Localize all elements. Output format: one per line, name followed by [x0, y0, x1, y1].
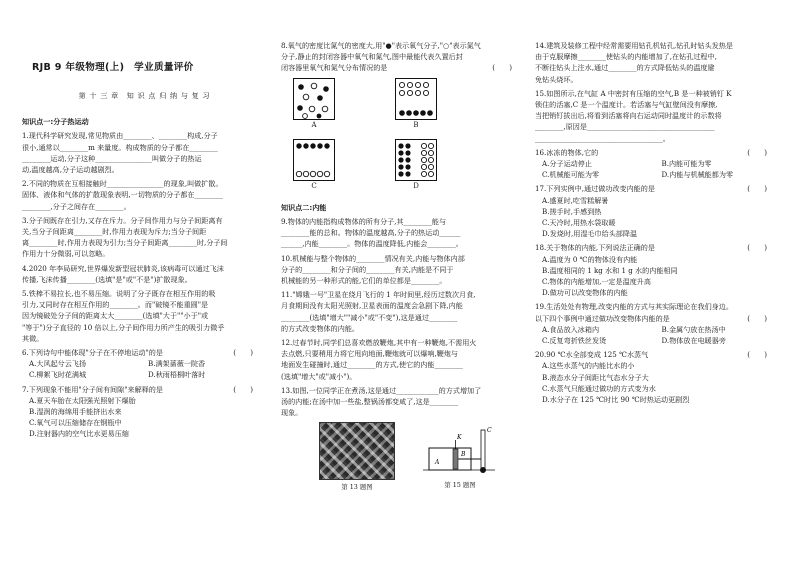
question-4: 4.2020 年李局研究,世界爆发新型冠状肺炎,该病毒可以通过飞沫 传播,飞沫传播________(选填"是"或"不是")扩散现象。	[22, 263, 224, 284]
section-heading-2: 知识点二:内能	[281, 202, 327, 212]
question-17: 17.下列实例中,通过做功改变内能的是 ( ) A.盛夏时,吃雪糕解暑 B.搓手时,手感到热 C.天冷时,用热水袋取暖 D.发烧时,用湿毛巾给头部降温	[535, 183, 781, 239]
question-5: 5.铁棒不易拉长,也不易压缩。说明了分子既存在相互作用的吸 引力,又同时存在相互作用的________。而"破镜不能重圆"是 因为镜破处分子间的距离太大________(选填"大于""小于"或 "等于")分子直径的 10 倍以上,分子间作用力所产生的吸引力微乎 其微。	[22, 289, 225, 343]
option-a: A.这些水蒸气的内能比水的小	[542, 361, 635, 371]
option-b: B.搓手时,手感到热	[542, 206, 602, 216]
question-7: 7.下列现象不能用"分子间有间隙"来解释的是 ( ) A.夏天车胎在太阳强光照射下爆胎 B.湿润的海绵用手能挤出水来 C.氧气可以压缩储存在钢瓶中 D.注射器内的空气比水更易压缩	[22, 384, 267, 440]
figure-label-a: A	[311, 120, 317, 129]
option-b: B.湿润的海绵用手能挤出水来	[29, 407, 122, 417]
cylinder-thermometer-diagram	[423, 422, 497, 478]
soup-photo	[319, 422, 395, 480]
option-b: B.金属勺放在热汤中	[661, 324, 726, 334]
option-c: C.柳絮飞时花满城	[29, 370, 87, 380]
caption-15: 第 15 题图	[444, 481, 476, 490]
option-c: C.氧气可以压缩储存在钢瓶中	[29, 418, 122, 428]
option-d: D.做功可以改变物体的内能	[542, 288, 628, 298]
option-c: C.水蒸气只能通过做功的方式变为水	[542, 383, 656, 393]
question-16: 16.冰冻的物体,它的 ( ) A.分子运动停止 B.内能可能为零 C.机械能可能为零 D.内能与机械能都为零	[535, 147, 781, 181]
container-c-figure	[293, 139, 335, 181]
option-c: C.机械能可能为零	[542, 170, 600, 180]
question-14: 14.建筑及装修工程中经常需要用钻孔机钻孔,钻孔时钻头发热是 由于克服摩擦________使钻头的内能增加了,在钻孔过程中, 不断往钻头上注水,通过________的方式降低钻头的温度避 免钻头烧坏。	[535, 41, 733, 84]
column-middle	[281, 40, 526, 492]
question-9: 9.物体的内能指构成物体的所有分子,其________能与 ________能的总和。物体的温度越高,分子的热运动______ ______,内能________。物体的温度降低,内能会________。	[281, 216, 463, 249]
option-a: A.夏天车胎在太阳强光照射下爆胎	[29, 395, 136, 405]
question-20: 20.90 ℃水全部变成 125 ℃水蒸气 ( ) A.这些水蒸气的内能比水的小 B.液态水分子间距比气态水分子大 C.水蒸气只能通过做功的方式变为水 D.水分子在 125 ℃时比 90 ℃时热运动更剧烈	[535, 349, 781, 405]
option-b: B.液态水分子间距比气态水分子大	[542, 372, 649, 382]
section-heading-1: 知识点一:分子热运动	[22, 117, 89, 127]
label-a: A	[435, 459, 440, 467]
question-1: 1.现代科学研究发现,常见物质由________、________构成,分子 很小,通常以________m 来量度。构成物质的分子都在________ ________运动,分子这种________________叫做分子的热运 动,温度越高,分子运动越剧烈。	[22, 131, 218, 175]
container-b-figure	[395, 78, 437, 120]
container-a-figure	[293, 78, 335, 120]
question-8: 8.氧气的密度比氮气的密度大,用"●"表示氧气分子,"○"表示氮气 分子,静止的封闭容器中氧气和氮气,图中最能代表久置后封 闭容器里氧气和氮气分布情况的是 ( ) A B C D	[281, 40, 526, 196]
option-d: D.水分子在 125 ℃时比 90 ℃时热运动更剧烈	[542, 395, 690, 405]
option-a: A.盛夏时,吃雪糕解暑	[542, 195, 609, 205]
figure-row-cd	[281, 139, 526, 196]
container-d-figure	[395, 139, 437, 181]
question-2: 2.不同的物质在互相接触时________________的现象,叫做扩散。 固体、液体和气体的扩散现象表明,一切物质的分子都在________ ________,分子之间存在________。	[22, 179, 223, 211]
figure-label-b: B	[413, 120, 419, 129]
label-k: K	[457, 434, 462, 442]
question-13: 13.如图,一位同学正在煮汤,这是通过____________的方式增加了 汤的内能;在汤中加一些盐,整锅汤都变咸了,这是________ 现象。	[281, 385, 482, 418]
label-b: B	[461, 451, 466, 459]
option-d: D.注射器内的空气比水更易压缩	[29, 429, 129, 439]
column-left	[22, 40, 267, 443]
question-10: 10.机械能与整个物体的________情况有关,内能与物体内部 分子的________和分子间的________有关,内能是不同于 机械能的另一种形式的能,它们的单位都是________。	[281, 253, 465, 285]
question-3: 3.分子间既存在引力,又存在斥力。分子间作用力与分子间距离有 关,当分子间距离________时,作用力表现为斥力;当分子间距 离________时,作用力表现为引力;当分子间距离________时,分子间 作用力十分微弱,可以忽略。	[22, 215, 228, 259]
question-18: 18.关于物体的内能,下列说法正确的是 ( ) A.温度为 0 ℃的物体没有内能 B.温度相同的 1 kg 水和 1 g 水的内能相同 C.物体的内能增加,一定是温度升高 D.做功可以改变物体的内能	[535, 242, 781, 298]
option-c: C.物体的内能增加,一定是温度升高	[542, 277, 651, 287]
option-d: D.物体放在电暖器旁	[661, 336, 726, 346]
label-c: C	[487, 427, 492, 435]
page-title: RJB 9 年级物理(上) 学业质量评价	[32, 62, 194, 73]
option-b: B.温度相同的 1 kg 水和 1 g 水的内能相同	[542, 265, 678, 275]
option-a: A.分子运动停止	[542, 159, 592, 169]
option-b: B.满架蔷薇一院香	[148, 359, 206, 369]
option-b: B.内能可能为零	[661, 159, 712, 169]
option-c: C.天冷时,用热水袋取暖	[542, 218, 616, 228]
option-c: C.反复弯折铁丝发烫	[542, 336, 607, 346]
figure-row-ab	[281, 78, 526, 135]
question-12: 12.过春节时,同学们总喜欢燃放鞭炮,其中有一种鞭炮,不需用火 去点燃,只要稍用力将它甩向地面,鞭炮就可以爆响,鞭炮与 地面发生碰撞时,通过________的方式,使它的内能________ (选填"增大"或"减小")。	[281, 337, 477, 381]
column-right	[535, 40, 781, 408]
option-a: A.温度为 0 ℃的物体没有内能	[542, 254, 638, 264]
option-d: D.发烧时,用湿毛巾给头部降温	[542, 229, 638, 239]
figures-13-15	[281, 422, 526, 492]
question-11: 11."嫦娥一号"卫星在绕月飞行的 1 年时间里,经历过数次月食, 月食期间没有太阳光照射,卫星表面的温度会急剧下降,内能 ________(选填"增大""减小"或"不变"),这是通过________ 的方式改变物体的内能。	[281, 290, 476, 333]
chapter-subtitle: 第 十 三 章 知 识 点 归 纳 与 复 习	[78, 92, 211, 101]
option-a: A.食品放入冰箱内	[542, 324, 600, 334]
question-19: 19.生活处处有物理,改变内能的方式与其实际理论在我们身边。 以下四个事例中通过做功改变物体内能的是 ( ) A.食品放入冰箱内 B.金属勺放在热汤中 C.反复弯折铁丝发烫 D.物体放在电暖器旁	[535, 301, 781, 346]
caption-13: 第 13 题图	[341, 483, 373, 492]
figure-label-c: C	[311, 181, 317, 190]
option-a: A.大风起兮云飞扬	[29, 359, 87, 369]
question-6: 6.下列诗句中能体现"分子在不停地运动"的是 ( ) A.大风起兮云飞扬 B.满架蔷薇一院香 C.柳絮飞时花满城 D.秋雨梧桐叶落时	[22, 347, 267, 381]
figure-label-d: D	[413, 181, 419, 190]
option-d: D.秋雨梧桐叶落时	[148, 370, 206, 380]
question-15: 15.如图所示,在气缸 A 中密封有压缩的空气,B 是一种被销钉 K 锁住的活塞,C 是一个温度计。若活塞与气缸壁间没有摩擦, 当把销钉拔出后,将看到活塞将向右运动同时温度计的示数将 ________,原因是____________________________________ ____________________________________。	[535, 88, 732, 143]
option-d: D.内能与机械能都为零	[661, 170, 734, 180]
